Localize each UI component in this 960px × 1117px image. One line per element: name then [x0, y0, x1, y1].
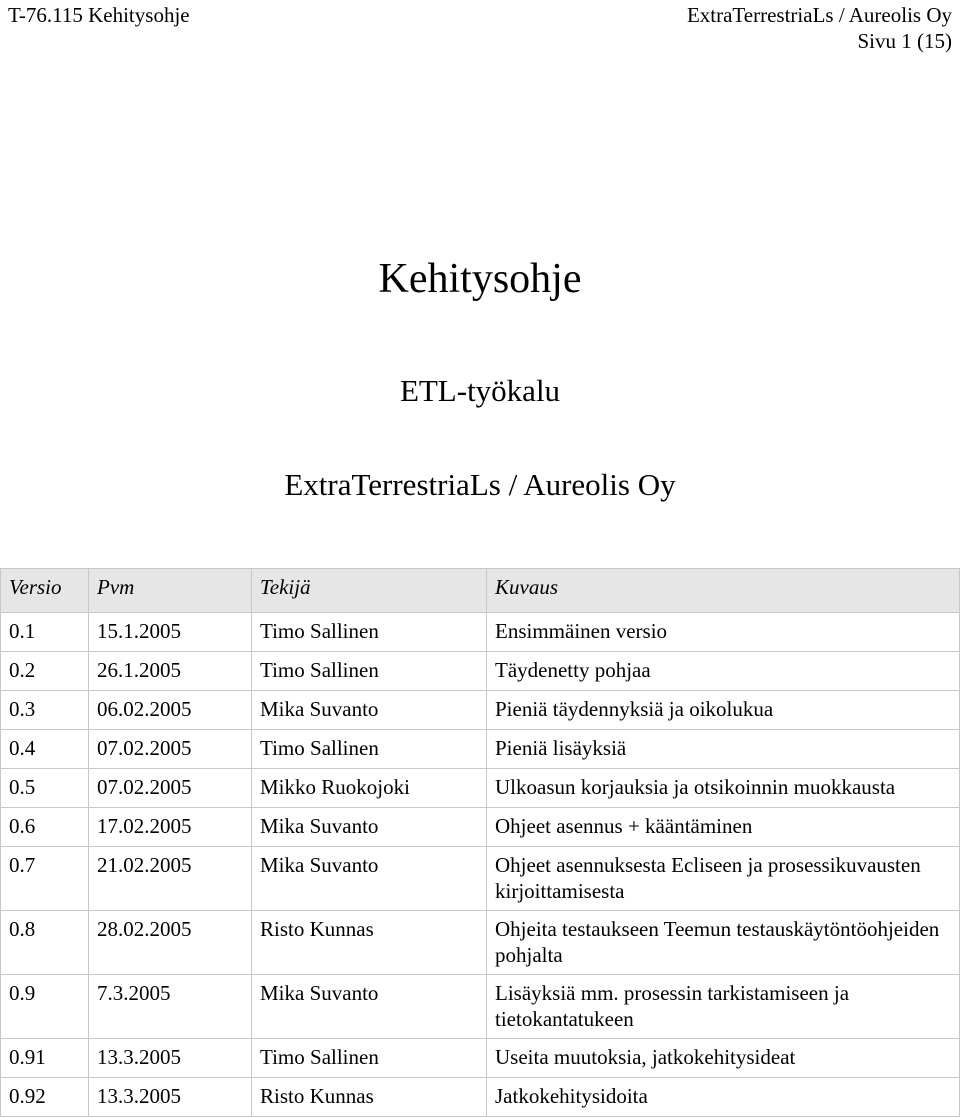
- cell-date: 21.02.2005: [89, 847, 252, 911]
- cell-author: Timo Sallinen: [252, 730, 487, 769]
- column-header-date: Pvm: [89, 569, 252, 613]
- document-company: ExtraTerrestriaLs / Aureolis Oy: [284, 467, 676, 502]
- cell-author: Mika Suvanto: [252, 808, 487, 847]
- cell-description: Ohjeet asennuksesta Ecliseen ja prosessikuvausten kirjoittamisesta: [487, 847, 960, 911]
- table-row: [1, 1039, 960, 1078]
- cell-author: Risto Kunnas: [252, 911, 487, 975]
- cell-date: 17.02.2005: [89, 808, 252, 847]
- cell-author: Mikko Ruokojoki: [252, 769, 487, 808]
- cell-description: Lisäyksiä mm. prosessin tarkistamiseen ja tietokantatukeen: [487, 975, 960, 1039]
- cell-description: Pieniä täydennyksiä ja oikolukua: [487, 691, 960, 730]
- cell-version: 0.9: [1, 975, 89, 1039]
- cell-date: 7.3.2005: [89, 975, 252, 1039]
- cell-description: Ensimmäinen versio: [487, 613, 960, 652]
- cell-description: Täydenetty pohjaa: [487, 652, 960, 691]
- cell-date: 26.1.2005: [89, 652, 252, 691]
- cell-author: Timo Sallinen: [252, 613, 487, 652]
- table-row: [1, 808, 960, 847]
- cell-date: 28.02.2005: [89, 911, 252, 975]
- cell-date: 06.02.2005: [89, 691, 252, 730]
- cell-version: 0.5: [1, 769, 89, 808]
- cell-description: Ulkoasun korjauksia ja otsikoinnin muokkausta: [487, 769, 960, 808]
- cell-version: 0.2: [1, 652, 89, 691]
- cell-version: 0.91: [1, 1039, 89, 1078]
- cell-author: Mika Suvanto: [252, 691, 487, 730]
- cell-date: 15.1.2005: [89, 613, 252, 652]
- table-row: [1, 911, 960, 975]
- cell-description: Ohjeita testaukseen Teemun testauskäytöntöohjeiden pohjalta: [487, 911, 960, 975]
- header-page-number: Sivu 1 (15): [857, 29, 952, 53]
- cell-description: Jatkokehitysidoita: [487, 1078, 960, 1117]
- table-row: [1, 613, 960, 652]
- cell-version: 0.6: [1, 808, 89, 847]
- header-document-id: T-76.115 Kehitysohje: [8, 3, 190, 27]
- table-row: [1, 847, 960, 911]
- cell-date: 07.02.2005: [89, 769, 252, 808]
- cell-description: Useita muutoksia, jatkokehitysideat: [487, 1039, 960, 1078]
- table-row: [1, 730, 960, 769]
- cell-version: 0.8: [1, 911, 89, 975]
- cell-version: 0.3: [1, 691, 89, 730]
- version-history-table: [0, 568, 960, 1117]
- table-row: [1, 691, 960, 730]
- cell-date: 13.3.2005: [89, 1039, 252, 1078]
- column-header-author: Tekijä: [252, 569, 487, 613]
- column-header-description: Kuvaus: [487, 569, 960, 613]
- header-company: ExtraTerrestriaLs / Aureolis Oy: [686, 3, 952, 27]
- cell-author: Mika Suvanto: [252, 847, 487, 911]
- cell-description: Ohjeet asennus + kääntäminen: [487, 808, 960, 847]
- cell-author: Timo Sallinen: [252, 652, 487, 691]
- cell-date: 07.02.2005: [89, 730, 252, 769]
- cell-version: 0.7: [1, 847, 89, 911]
- cell-description: Pieniä lisäyksiä: [487, 730, 960, 769]
- column-header-version: Versio: [1, 569, 89, 613]
- table-header-row: [1, 569, 960, 613]
- header-company-page: [687, 2, 952, 54]
- cell-author: Risto Kunnas: [252, 1078, 487, 1117]
- cell-version: 0.1: [1, 613, 89, 652]
- document-title: Kehitysohje: [378, 256, 582, 302]
- cell-version: 0.4: [1, 730, 89, 769]
- cell-author: Mika Suvanto: [252, 975, 487, 1039]
- cell-version: 0.92: [1, 1078, 89, 1117]
- table-row: [1, 975, 960, 1039]
- document-subtitle: ETL-työkalu: [399, 373, 561, 408]
- table-row: [1, 652, 960, 691]
- cell-author: Timo Sallinen: [252, 1039, 487, 1078]
- table-row: [1, 1078, 960, 1117]
- table-row: [1, 769, 960, 808]
- cell-date: 13.3.2005: [89, 1078, 252, 1117]
